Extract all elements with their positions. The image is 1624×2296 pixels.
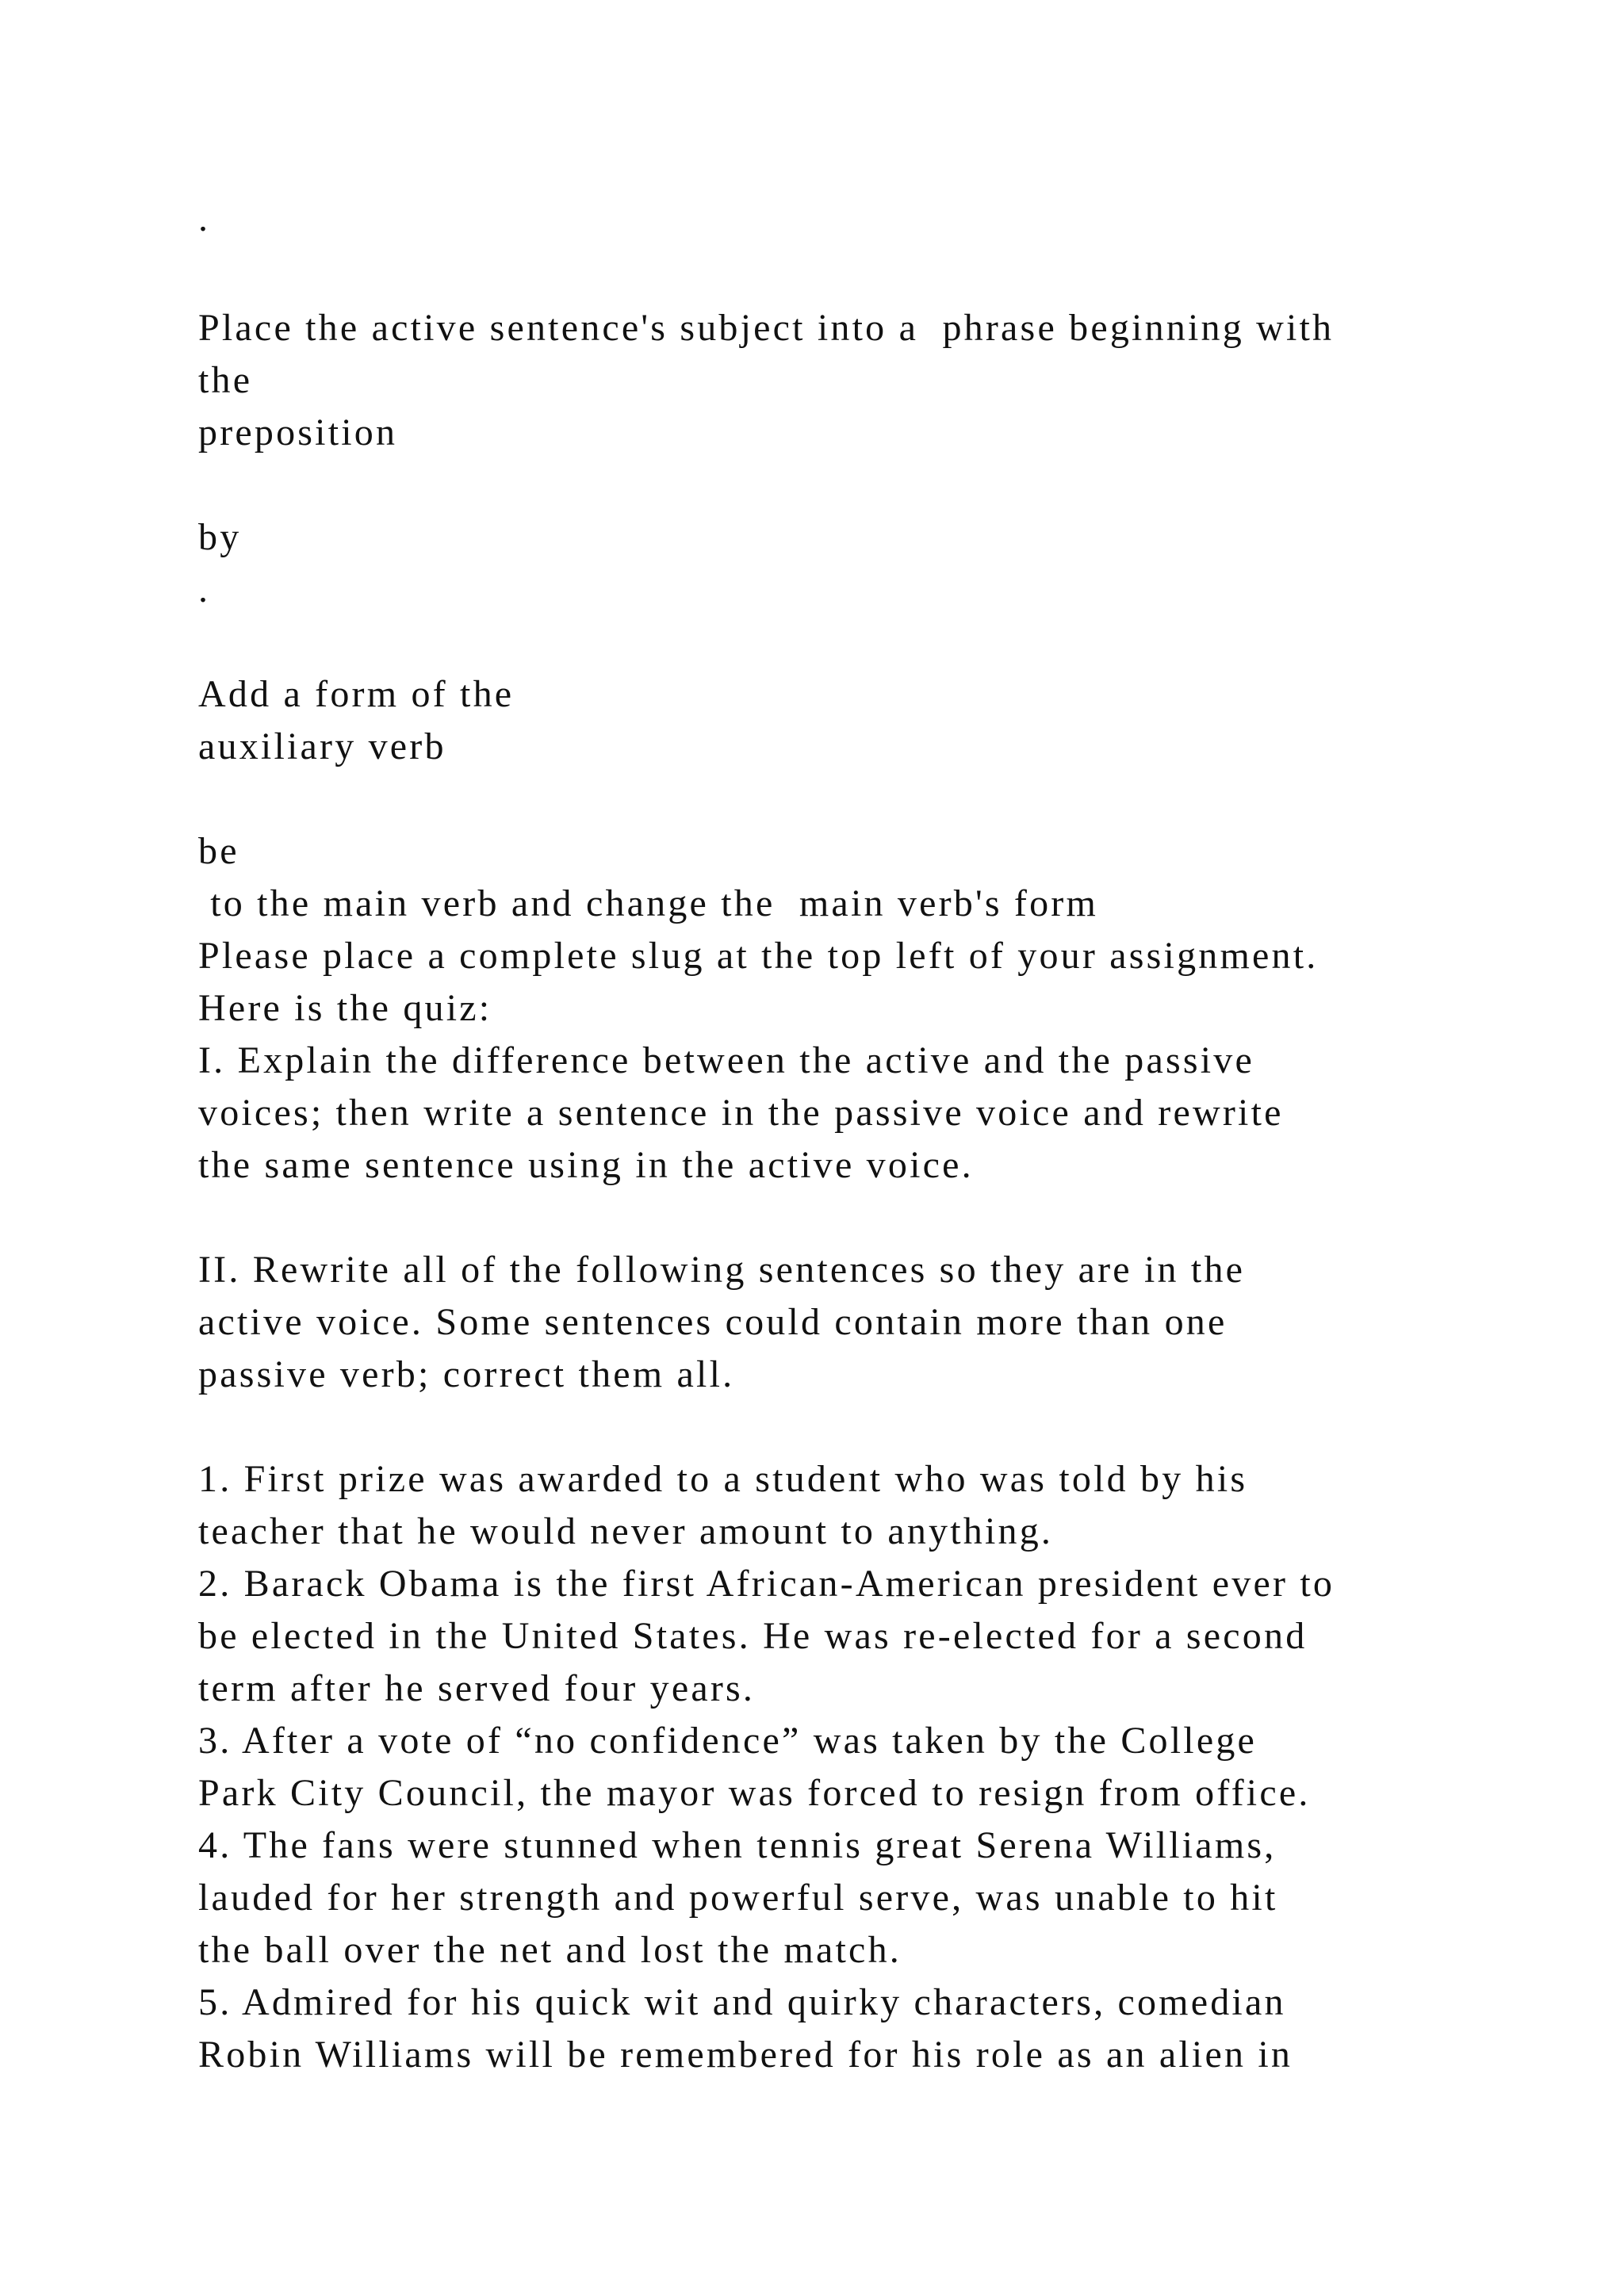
text-line: term after he served four years. [198, 1667, 756, 1709]
text-line: . [198, 197, 211, 239]
text-line: be [198, 830, 239, 872]
text-line: Add a form of the [198, 673, 515, 715]
text-line: voices; then write a sentence in the passive voice and rewrite [198, 1092, 1284, 1134]
text-line: preposition [198, 411, 398, 453]
text-line: 4. The fans were stunned when tennis great Serena Williams, [198, 1824, 1277, 1866]
text-line: Robin Williams will be remembered for his role as an alien in [198, 2034, 1293, 2076]
text-line: Please place a complete slug at the top left of your assignment. [198, 935, 1319, 977]
text-line: by [198, 516, 242, 558]
text-line: 2. Barack Obama is the first African-American president ever to [198, 1563, 1335, 1605]
text-line: II. Rewrite all of the following sentences so they are in the [198, 1249, 1246, 1291]
text-line: 1. First prize was awarded to a student who was told by his [198, 1458, 1248, 1500]
text-line: the [198, 359, 253, 401]
text-line: passive verb; correct them all. [198, 1353, 735, 1395]
text-line: the same sentence using in the active voice. [198, 1144, 974, 1186]
text-line: the ball over the net and lost the match. [198, 1929, 902, 1971]
text-line: auxiliary verb [198, 725, 446, 767]
text-line: Place the active sentence's subject into a phrase beginning with [198, 307, 1335, 349]
text-line: Park City Council, the mayor was forced to resign from office. [198, 1772, 1311, 1814]
text-line: be elected in the United States. He was re-elected for a second [198, 1615, 1308, 1657]
text-line: Here is the quiz: [198, 987, 492, 1029]
text-line: 5. Admired for his quick wit and quirky characters, comedian [198, 1981, 1286, 2023]
text-line: to the main verb and change the main verb's form [198, 882, 1098, 924]
text-line: 3. After a vote of “no confidence” was taken by the College [198, 1720, 1258, 1762]
text-line: . [198, 568, 211, 610]
text-line: lauded for her strength and powerful serve, was unable to hit [198, 1877, 1278, 1919]
text-line: active voice. Some sentences could contain more than one [198, 1301, 1228, 1343]
text-line: teacher that he would never amount to anything. [198, 1510, 1054, 1552]
text-line: I. Explain the difference between the active and the passive [198, 1039, 1254, 1081]
